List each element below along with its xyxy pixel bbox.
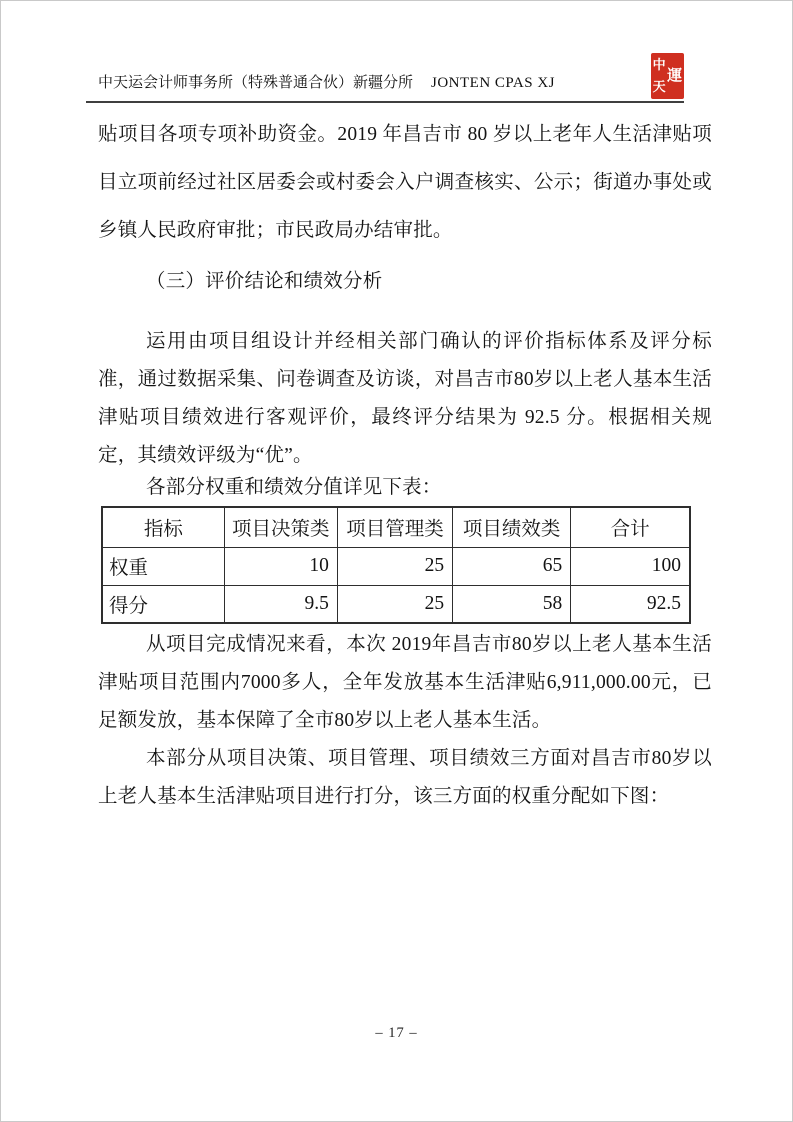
score-performance-value: 58 [453, 585, 571, 623]
table-row-score [102, 585, 690, 623]
page-header [86, 57, 684, 103]
seal-char-bottom: 天 [652, 79, 666, 94]
table-intro-text: 各部分权重和绩效分值详见下表： [146, 477, 442, 498]
paragraph-project-completion: 从项目完成情况来看，本次 2019年昌吉市80岁以上老人基本生活津贴项目范围内7000多人，全年发放基本生活津贴6,911,000.00元，已足额发放，基本保障了全市80岁以上老人基本生活。 [98, 634, 712, 731]
seal-right-column [666, 55, 683, 97]
section-heading-evaluation-conclusion: （三）评价结论和绩效分析 [146, 271, 383, 292]
header-cell-performance: 项目绩效类 [453, 507, 571, 547]
header-cell-total: 合计 [571, 507, 690, 547]
score-decision-value: 9.5 [224, 585, 337, 623]
paragraph-evaluation-result: 运用由项目组设计并经相关部门确认的评价指标体系及评分标准，通过数据采集、问卷调查及访谈，对昌吉市80岁以上老人基本生活津贴项目绩效进行客观评价，最终评分结果为 92.5 分。根据相关规定，其绩效评级为“优”。 [98, 331, 712, 466]
header-cell-management: 项目管理类 [337, 507, 452, 547]
header-cell-decision: 项目决策类 [224, 507, 337, 547]
seal-char-top: 中 [652, 57, 666, 72]
company-seal-icon [651, 53, 684, 99]
paragraph-weight-distribution: 本部分从项目决策、项目管理、项目绩效三方面对昌吉市80岁以上老人基本生活津贴项目进行打分，该三方面的权重分配如下图： [98, 748, 712, 807]
firm-name-zh: 中天运会计师事务所（特殊普通合伙）新疆分所 [98, 75, 414, 91]
table-row-weight [102, 547, 690, 585]
weight-performance-value: 65 [453, 547, 571, 585]
seal-char-right: 運 [667, 68, 683, 84]
page-number: – 17 – [375, 1025, 418, 1041]
table-header-row [102, 507, 690, 547]
weight-decision-value: 10 [224, 547, 337, 585]
paragraph-subsidy-approval: 贴项目各项专项补助资金。2019 年昌吉市 80 岁以上老年人生活津贴项目立项前经过社区居委会或村委会入户调查核实、公示；街道办事处或乡镇人民政府审批；市民政局办结审批。 [98, 124, 712, 241]
weight-management-value: 25 [337, 547, 452, 585]
score-management-value: 25 [337, 585, 452, 623]
page-content [1, 57, 792, 816]
weight-score-table [101, 506, 691, 624]
header-cell-indicator: 指标 [102, 507, 224, 547]
firm-name-en: JONTEN CPAS XJ [431, 75, 555, 91]
row-label-score: 得分 [102, 585, 224, 623]
score-total-value: 92.5 [571, 585, 690, 623]
seal-left-column [652, 55, 666, 97]
row-label-weight: 权重 [102, 547, 224, 585]
weight-total-value: 100 [571, 547, 690, 585]
